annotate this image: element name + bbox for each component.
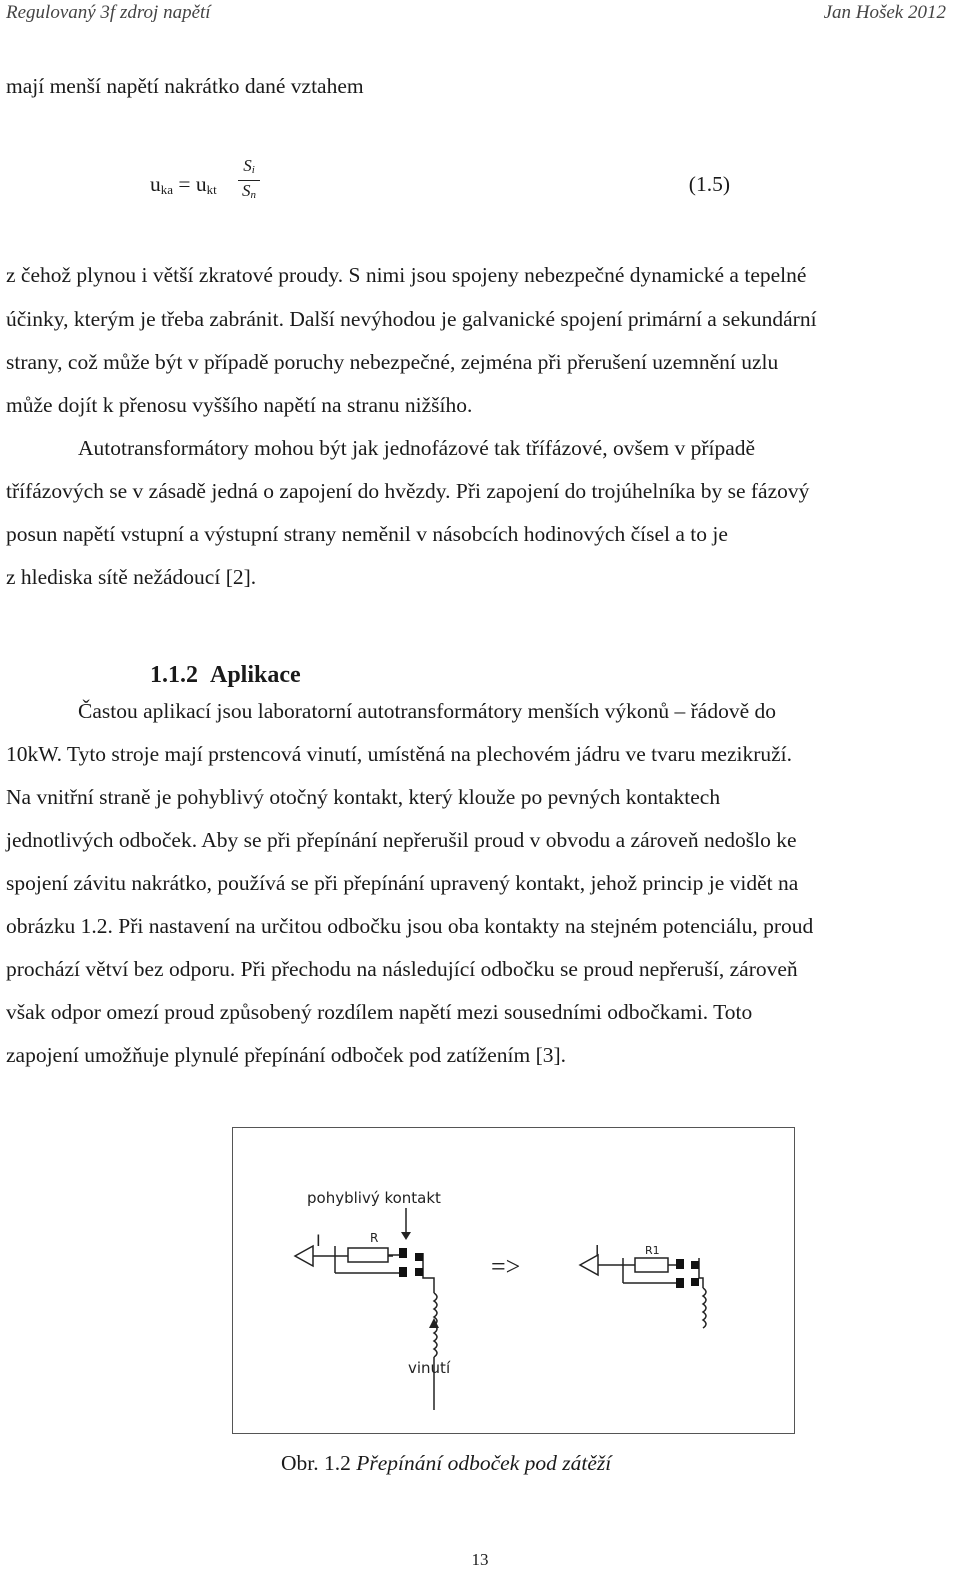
section-title: Aplikace	[210, 662, 301, 688]
label-moving-contact: pohyblivý kontakt	[307, 1189, 441, 1207]
paragraph1-line: z čehož plynou i větší zkratové proudy. S nimi jsou spojeny nebezpečné dynamické a tepelné	[6, 263, 807, 287]
right-tap-a	[691, 1261, 699, 1269]
caption-text: Přepínání odboček pod zátěží	[356, 1451, 612, 1475]
fraction-numerator: $S_i$	[238, 156, 260, 181]
paragraph3-line: zapojení umožňuje plynulé přepínání odboček pod zatížením [3].	[6, 1043, 567, 1067]
section-number: 1.1.2	[150, 662, 198, 688]
caption-prefix: Obr. 1.2	[281, 1451, 357, 1475]
paragraph1-line: může dojít k přenosu vyššího napětí na stranu nižšího.	[6, 393, 473, 417]
page-number: 13	[471, 1550, 489, 1569]
paragraph2-line: z hlediska sítě nežádoucí [2].	[6, 565, 257, 589]
paragraph3-line: obrázku 1.2. Při nastavení na určitou odbočku jsou oba kontakty na stejném potenciálu, proud	[6, 914, 814, 938]
paragraph3-line: Na vnitřní straně je pohyblivý otočný kontakt, který klouže po pevných kontaktech	[6, 785, 721, 809]
paragraph3-line: prochází větví bez odporu. Při přechodu na následující odbočku se proud nepřeruší, zároveň	[6, 957, 798, 981]
right-contact-a	[676, 1259, 684, 1269]
intro-line: mají menší napětí nakrátko dané vztahem	[6, 74, 364, 98]
right-current-label: I	[595, 1242, 600, 1260]
left-tap-a	[415, 1253, 423, 1261]
right-circuit	[580, 1255, 706, 1328]
paragraph1-line: strany, což může být v případě poruchy nebezpečné, zejména při přerušení uzemnění uzlu	[6, 350, 779, 374]
paragraph3-line: spojení závitu nakrátko, používá se při přepínání upravený kontakt, jehož princip je vidět na	[6, 871, 799, 895]
left-tap-b	[415, 1268, 423, 1276]
figure-tap-changer-diagram	[232, 1127, 795, 1434]
equation-number: (1.5)	[688, 172, 730, 196]
header-title: Regulovaný 3f zdroj napětí	[6, 2, 211, 23]
paragraph3-line: Častou aplikací jsou laboratorní autotransformátory menších výkonů – řádově do	[78, 699, 776, 723]
equation-1-5	[150, 152, 730, 212]
left-contact-b	[399, 1267, 407, 1277]
left-current-label: I	[316, 1231, 321, 1250]
label-winding: vinutí	[408, 1359, 451, 1377]
right-resistor-label: R1	[645, 1244, 660, 1257]
paragraph2-line: třífázových se v zásadě jedná o zapojení do hvězdy. Při zapojení do trojúhelníka by se fázový	[6, 479, 810, 503]
winding-pointer-arrow	[429, 1318, 439, 1328]
fraction-denominator: $S_n$	[242, 181, 256, 201]
equation-fraction	[238, 156, 260, 205]
paragraph2-line: Autotransformátory mohou být jak jednofázové tak třífázové, ovšem v případě	[78, 436, 756, 460]
paragraph3-line: 10kW. Tyto stroje mají prstencová vinutí, umístěná na plechovém jádru ve tvaru mezikruží.	[6, 742, 793, 766]
header-author-year: Jan Hošek 2012	[823, 2, 946, 23]
equation-body: $u_{ka} = u_{kt}$	[150, 172, 217, 197]
right-contact-b	[676, 1278, 684, 1288]
paragraph1-line: účinky, kterým je třeba zabránit. Další nevýhodou je galvanické spojení primární a sekundární	[6, 307, 817, 331]
paragraph3-line: však odpor omezí proud způsobený rozdílem napětí mezi sousedními odbočkami. Toto	[6, 1000, 753, 1024]
paragraph3-line: jednotlivých odboček. Aby se při přepínání nepřerušil proud v obvodu a zároveň nedošlo ke	[6, 828, 797, 852]
left-contact-a	[399, 1248, 407, 1258]
paragraph2-line: posun napětí vstupní a výstupní strany neměnil v násobcích hodinových čísel a to je	[6, 522, 728, 546]
transition-arrow: =>	[491, 1252, 521, 1281]
section-heading	[150, 662, 301, 689]
left-resistor-label: R	[370, 1231, 379, 1245]
circuit-diagram	[233, 1128, 794, 1433]
figure-caption	[281, 1451, 611, 1476]
right-tap-b	[691, 1278, 699, 1286]
